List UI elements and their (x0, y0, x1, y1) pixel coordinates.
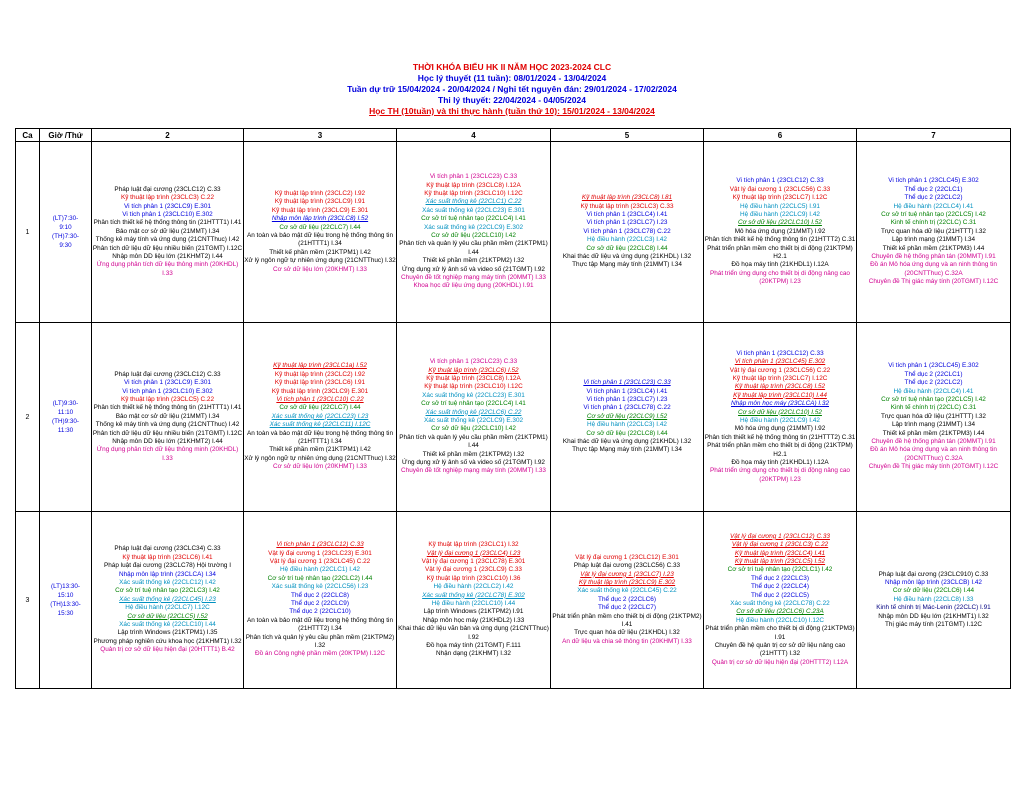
class-entry: Quản trị cơ sở dữ liệu hiện đại (20HTTT2) I.12A (711, 658, 849, 666)
class-entry: Cơ sở trí tuệ nhân tạo (22CLC1) I.42 (727, 566, 833, 574)
class-entry: Vi tích phân 1 (23CLC45) E.302 (888, 177, 979, 185)
class-entry: Khai thác dữ liệu và ứng dụng (21KHDL) I.32 (562, 253, 692, 261)
class-entry: Đồ án Mô hóa ứng dụng và an ninh thông tin (20CNTThuc) C.32A (870, 446, 997, 462)
class-entry: Thể dục 2 (22CLC9) (291, 600, 349, 607)
time-line: (TH)9:30- (52, 418, 79, 425)
class-entry: Xác suất thống kê (22CLC45) C.22 (577, 587, 677, 595)
class-entry: Trực quan hóa dữ liệu (21KHDL) I.32 (574, 629, 680, 637)
class-entry: Thể dục 2 (22CLC3) (751, 574, 809, 582)
class-entry: Kỹ thuật lập trình (23CLC4) I.41 (734, 549, 826, 557)
time-line: 9:30 (59, 242, 72, 249)
timetable-row (16, 323, 1011, 512)
schedule-cell (244, 512, 397, 689)
class-entry: Thiết kế phần mềm (21KTPM1) I.42 (269, 248, 371, 256)
class-entry: Chuyên đề hệ thống phân tán (20MMT) I.91 (871, 438, 996, 446)
time-line: (LT)7:30- (52, 215, 79, 222)
class-entry: Lập trình mạng (21MMT) I.34 (891, 236, 976, 244)
class-entry: Đồ họa máy tính (21TGMT) F.111 (426, 642, 521, 650)
class-entry: Cơ sở trí tuệ nhân tạo (22CLC5) I.42 (881, 395, 986, 403)
class-entry: Cơ sở dữ liệu (22CLC7) I.44 (279, 223, 361, 231)
class-entry: Vi tích phân 1 (23CLC10) E.302 (122, 210, 213, 218)
class-entry: Phát triển phần mềm cho thiết bị di động (21KTPM) H2.1 (707, 442, 853, 458)
class-entry: Phát triển phần mềm cho thiết bị di động (21KTPM3) I.91 (705, 625, 855, 641)
class-entry: Kỹ thuật lập trình (23CLC3) C.22 (120, 194, 215, 202)
class-entry: Phân tích thiết kế hệ thống thông tin (21HTTT1) I.41 (93, 219, 242, 227)
time-cell (40, 142, 92, 323)
class-entry: Hệ điều hành (22CLC8) I.33 (893, 595, 974, 603)
class-entry: Pháp luật đại cương (23CLC56) C.33 (573, 562, 681, 570)
class-entry: Phân tích thiết kế hệ thống thông tin (21HTTT2) C.31 (704, 433, 856, 441)
schedule-cell (244, 142, 397, 323)
class-entry: Cơ sở dữ liệu (22CLC8) I.44 (586, 429, 668, 437)
class-entry: Nhập môn DD liệu lớn (21KHMT1) I.32 (878, 612, 989, 620)
class-entry: Kỹ thuật lập trình (23CLC10) I.44 (733, 391, 827, 399)
class-entry: Kỹ thuật lập trình (23CLC6) I.41 (122, 553, 213, 561)
class-entry: Kỹ thuật lập trình (23CLC9) E.302 (578, 578, 676, 586)
class-entry: Hệ điều hành (22CLC4) I.41 (893, 202, 974, 210)
timetable-row (16, 142, 1011, 323)
class-entry: Kỹ thuật lập trình (23CLC6) I.52 (428, 366, 519, 374)
class-entry: Chuyên đề hệ thống phân tán (20MMT) I.91 (871, 253, 996, 261)
header-line-reserve: Tuần dự trữ 15/04/2024 - 20/04/2024 / Nghỉ tết nguyên đán: 29/01/2024 - 17/02/2024 (347, 84, 677, 94)
class-entry: Vật lý đại cương 1 (23CLC45) C.22 (269, 557, 371, 565)
class-entry: Pháp luật đại cương (23CLC12) C.33 (114, 370, 221, 378)
class-entry: Kỹ thuật lập trình (23CLC9) E.301 (271, 387, 369, 395)
class-entry: Thể dục 2 (22CLC2) (904, 194, 963, 202)
class-entry: Kỹ thuật lập trình (23CLC2) I.92 (274, 370, 366, 378)
class-entry: Vi tích phân 1 (23CLC23) C.33 (429, 173, 518, 181)
ca-cell: 1 (16, 142, 40, 323)
schedule-cell (92, 142, 244, 323)
class-entry: Thị giác máy tính (21TGMT) I.12C (885, 621, 982, 629)
schedule-header (0, 62, 1024, 117)
class-entry: Vi tích phân 1 (23CLC9) E.301 (124, 202, 211, 210)
ca-cell: 3 (16, 512, 40, 689)
class-entry: Vật lý đại cương 1 (23CLC12) C.33 (730, 532, 830, 540)
class-entry: Ứng dụng xử lý ảnh số và video số (21TGMT) I.92 (402, 459, 545, 467)
class-entry: Kỹ thuật lập trình (23CLC2) I.92 (274, 189, 366, 197)
class-entry: Ứng dụng phân tích dữ liệu thông minh (20KHDL) I.33 (96, 446, 239, 462)
class-entry: Kỹ thuật lập trình (23CLC7) I.12C (732, 374, 828, 382)
class-entry: Cơ sở dữ liệu (22CLC8) I.44 (586, 244, 668, 252)
class-entry: Đồ họa máy tính (21KHDL1) I.12A (731, 261, 829, 269)
class-entry: Vi tích phân 1 (23CLC45) E.302 (888, 362, 979, 370)
class-entry: Kỹ thuật lập trình (23CLC10) I.12C (424, 189, 523, 197)
class-entry: Cơ sở trí tuệ nhân tạo (22CLC4) I.41 (421, 400, 526, 408)
schedule-cell (551, 323, 704, 512)
class-entry: Thể dục 2 (22CLC7) (598, 604, 656, 612)
class-entry: Chuyên đề tốt nghiệp mạng máy tính (20MMT) I.33 (401, 467, 546, 475)
class-entry: Kinh tế chính trị (22CLC) C.31 (890, 404, 977, 412)
class-entry: Cơ sở dữ liệu lớn (20KHMT) I.33 (273, 265, 367, 273)
class-entry: Thể dục 2 (22CLC1) (904, 370, 963, 378)
class-entry: Pháp luật đại cương (23CLC12) C.33 (114, 185, 221, 193)
class-entry: Phát triển ứng dụng cho thiết bị di động nâng cao (20KTPM) I.23 (709, 269, 850, 286)
class-entry: Cơ sở dữ liệu (22CLC10) I.52 (738, 219, 822, 227)
class-entry: Lập trình mạng (21MMT) I.34 (891, 421, 976, 429)
class-entry: Thiết kế phần mềm (21KTPM3) I.44 (882, 429, 985, 437)
class-entry: Vật lý đại cương 1 (23CLC12) E.301 (575, 553, 679, 561)
class-entry: Kỹ thuật lập trình (23CLC7) I.12C (732, 194, 828, 202)
col-header-thu5: 5 (551, 129, 704, 142)
class-entry: Xác suất thống kê (22CLC23) E.301 (422, 206, 525, 214)
schedule-cell (397, 512, 551, 689)
class-entry: Nhập môn lập trình (23CLCA) I.34 (119, 570, 216, 578)
timetable-row (16, 512, 1011, 689)
class-entry: Thể dục 2 (22CLC6) (598, 595, 656, 603)
class-entry: Vật lý đại cương 1 (23CLC4) I.23 (426, 549, 521, 557)
class-entry: Kỹ thuật lập trình (23CLC1a) I.52 (273, 362, 367, 370)
class-entry: Vật lý đại cương 1 (23CLC9) C.33 (425, 566, 522, 574)
class-entry: Thiết kế phần mềm (21KTPM3) I.44 (882, 244, 985, 252)
class-entry: Xác suất thống kê (22CLC78) C.22 (730, 600, 830, 607)
class-entry: Chuyên đề Thị giác máy tính (20TGMT) I.12C (868, 463, 999, 471)
class-entry: Vi tích phân 1 (23CLC7) I.23 (586, 395, 668, 403)
class-entry: Khoa học dữ liệu ứng dụng (20KHDL) I.91 (413, 282, 534, 290)
schedule-cell (92, 512, 244, 689)
class-entry: Kỹ thuật lập trình (23CLC6) I.91 (274, 379, 366, 387)
class-entry: Nhập môn lập trình (23CLCB) I.42 (885, 578, 982, 586)
schedule-cell (551, 142, 704, 323)
class-entry: Thống kê máy tính và ứng dụng (21CNTThuc) I.42 (95, 236, 240, 244)
schedule-cell (857, 142, 1011, 323)
class-entry: Xác suất thống kê (22CLC1) C.22 (425, 198, 522, 206)
class-entry: Kỹ thuật lập trình (23CLC9) E.301 (271, 206, 369, 214)
schedule-cell (551, 512, 704, 689)
class-entry: Đồ án Công nghệ phần mềm (20KTPM) I.12C (254, 650, 385, 658)
header-line-practice: Học TH (10tuần) và thi thực hành (tuần thứ 10): 15/01/2024 - 13/04/2024 (369, 106, 655, 116)
class-entry: Vi tích phân 1 (23CLC12) C.33 (736, 349, 824, 357)
schedule-cell (244, 323, 397, 512)
time-line: (TH)7:30- (52, 233, 79, 240)
class-entry: Xác suất thống kê (22CLC56) I.23 (271, 583, 369, 591)
class-entry: Trực quan hóa dữ liệu (21HTTT) I.32 (881, 412, 986, 420)
class-entry: Chuyên đề Thị giác máy tính (20TGMT) I.12C (868, 278, 999, 286)
class-entry: Cơ sở trí tuệ nhân tạo (22CLC5) I.42 (881, 210, 986, 218)
class-entry: Hệ điều hành (22CLC3) I.42 (587, 421, 667, 429)
class-entry: Mô hóa ứng dụng (21MMT) I.92 (734, 425, 826, 433)
class-entry: Khai thác dữ liệu và ứng dụng (21KHDL) I.32 (562, 438, 692, 446)
class-entry: Phân tích thiết kế hệ thống thông tin (21HTTT1) I.41 (93, 404, 242, 412)
class-entry: Cơ sở dữ liệu (22CLC5) I.52 (127, 612, 208, 620)
class-entry: Phương pháp nghiên cứu khoa học (21KHMT1) I.32 (93, 637, 242, 645)
class-entry: Quản trị cơ sở dữ liệu hiện đại (20HTTT1) B.42 (100, 646, 235, 654)
class-entry: Kinh tế chính trị Mác-Lenin (22CLC) I.91 (876, 604, 991, 612)
class-entry: Thực tập Mạng máy tính (21MMT) I.34 (572, 261, 682, 269)
class-entry: Nhập môn DD liệu lớn (21KHMT2) I.44 (112, 438, 223, 446)
class-entry: Kinh tế chính trị (22CLC) C.31 (890, 219, 977, 227)
time-line: (LT)9:30- (52, 400, 79, 407)
class-entry: Nhập môn học máy (21KHDL2) I.33 (422, 616, 525, 624)
class-entry: Xác suất thống kê (22CLC78) E.302 (422, 591, 525, 599)
class-entry: Vi tích phân 1 (23CLC9) E.301 (124, 379, 211, 387)
class-entry: Trực quan hóa dữ liệu (21HTTT) I.32 (881, 227, 986, 235)
class-entry: Lập trình Windows (21KTPM2) I.91 (423, 608, 524, 616)
class-entry: Bảo mật cơ sở dữ liệu (21MMT) I.34 (115, 227, 220, 235)
class-entry: Nhập môn DD liệu lớn (21KHMT2) I.44 (112, 253, 223, 261)
class-entry: Kỹ thuật lập trình (23CLC8) I.12A (426, 374, 521, 382)
class-entry: Cơ sở trí tuệ nhân tạo (22CLC3) I.42 (115, 587, 220, 595)
class-entry: Vi tích phân 1 (23CLC23) C.33 (583, 379, 671, 387)
class-entry: Xử lý ngôn ngữ tự nhiên ứng dụng (21CNTThuc) I.32 (244, 257, 396, 265)
class-entry: Vi tích phân 1 (23CLC78) C.22 (583, 227, 671, 235)
class-entry: Hệ điều hành (22CLC3) I.42 (587, 236, 667, 244)
class-entry: Nhập môn lập trình (23CLC8) I.52 (271, 215, 369, 223)
col-header-gio: Giờ /Thứ (40, 129, 92, 142)
class-entry: Phân tích và quản lý yêu cầu phần mềm (21KTPM2) I.32 (245, 633, 395, 650)
time-line: (TH)13:30- (50, 601, 81, 608)
timetable-header-row (16, 129, 1011, 142)
class-entry: Ứng dụng phân tích dữ liệu thông minh (20KHDL) I.33 (96, 261, 239, 277)
class-entry: Thiết kế phần mềm (21KTPM2) I.32 (422, 450, 525, 458)
class-entry: Xác suất thống kê (22CLC9) E.302 (423, 223, 524, 231)
class-entry: Vật lý đại cương 1 (23CLC7) I.23 (580, 570, 674, 578)
time-line: 9:10 (59, 224, 72, 231)
class-entry: Xác suất thống kê (22CLC23) E.301 (422, 391, 525, 399)
class-entry: Vi tích phân 1 (23CLC10) C.22 (276, 395, 364, 403)
class-entry: Cơ sở dữ liệu (22CLC10) I.52 (738, 408, 822, 416)
schedule-cell (92, 323, 244, 512)
class-entry: Cơ sở dữ liệu lớn (20KHMT) I.33 (273, 463, 367, 471)
class-entry: Ứng dụng xử lý ảnh số và video số (21TGMT) I.92 (402, 265, 545, 273)
class-entry: Nhập môn học máy (23CLCA) I.32 (730, 400, 830, 408)
class-entry: Phát triển phần mềm cho thiết bị di động (21KTPM2) I.41 (552, 612, 702, 629)
class-entry: Xác suất thống kê (22CLC23) I.23 (271, 412, 369, 420)
class-entry: Phân tích dữ liệu dữ liệu nhiều biến (21TGMT) I.12C (92, 429, 243, 437)
class-entry: Thống kê máy tính và ứng dụng (21CNTThuc) I.42 (95, 421, 240, 429)
class-entry: Khai thác dữ liệu văn bản và ứng dụng (21CNTThuc) I.92 (398, 625, 549, 641)
ca-cell: 2 (16, 323, 40, 512)
class-entry: Chuyên đề hệ quản trị cơ sở dữ liệu nâng cao (21HTTT) I.32 (714, 642, 846, 658)
class-entry: Kỹ thuật lập trình (23CLC8) I.52 (734, 383, 826, 391)
class-entry: Kỹ thuật lập trình (23CLC5) I.52 (734, 557, 826, 565)
time-line: (LT)13:30- (51, 583, 80, 590)
schedule-cell (397, 142, 551, 323)
class-entry: Xác suất thống kê (22CLC11) I.12C (269, 421, 371, 429)
class-entry: Cơ sở trí tuệ nhân tạo (22CLC4) I.41 (421, 215, 526, 223)
time-line: 11:10 (57, 409, 74, 416)
timetable (15, 128, 1011, 689)
class-entry: Phát triển phần mềm cho thiết bị di động (21KTPM) H2.1 (707, 244, 853, 261)
class-entry: Nhận dạng (21KHMT) I.32 (436, 650, 511, 658)
class-entry: Hệ điều hành (22CLC10) I.44 (431, 600, 516, 607)
class-entry: Phát triển ứng dụng cho thiết bị di động nâng cao (20KTPM) I.23 (709, 467, 850, 483)
class-entry: Vi tích phân 1 (23CLC12) C.33 (736, 177, 824, 185)
class-entry: Vi tích phân 1 (23CLC12) C.33 (276, 541, 364, 549)
class-entry: Thể dục 2 (22CLC1) (904, 185, 963, 193)
class-entry: Thiết kế phần mềm (21KTPM1) I.42 (269, 446, 371, 454)
schedule-cell (704, 512, 857, 689)
class-entry: Thực tập Mạng máy tính (21MMT) I.34 (572, 446, 682, 454)
class-entry: Vi tích phân 1 (23CLC10) E.302 (122, 387, 213, 395)
class-entry: Đồ án Mô hóa ứng dụng và an ninh thông tin (20CNTThuc) C.32A (870, 261, 997, 277)
class-entry: Pháp luật đại cương (23CLC78) Hội trường I (103, 562, 232, 570)
class-entry: An toàn và bảo mật dữ liệu trong hệ thống thông tin (21HTTT2) I.34 (246, 616, 394, 633)
class-entry: Bảo mật cơ sở dữ liệu (21MMT) I.34 (115, 412, 220, 420)
schedule-cell (857, 512, 1011, 689)
class-entry: Pháp luật đại cương (23CLC34) C.33 (114, 545, 221, 553)
class-entry: Vi tích phân 1 (23CLC4) I.41 (586, 210, 668, 218)
class-entry: Thể dục 2 (22CLC5) (751, 591, 809, 599)
class-entry: Đồ họa máy tính (21KHDL1) I.12A (731, 459, 829, 467)
class-entry: Thể dục 2 (22CLC10) (289, 608, 351, 616)
class-entry: Hệ điều hành (22CLC4) I.41 (893, 387, 974, 395)
class-entry: Phân tích và quản lý yêu cầu phần mềm (21KTPM1) I.44 (399, 433, 548, 450)
schedule-cell (704, 142, 857, 323)
class-entry: Hệ điều hành (22CLC1) I.42 (280, 566, 360, 574)
class-entry: Kỹ thuật lập trình (23CLC5) C.22 (120, 395, 215, 403)
class-entry: Chuyên đề tốt nghiệp mạng máy tính (20MMT) I.33 (401, 274, 546, 282)
class-entry: Vi tích phân 1 (23CLC4) I.41 (586, 387, 668, 395)
class-entry: Cơ sở dữ liệu (22CLC6) I.44 (892, 587, 975, 595)
time-line: 11:30 (57, 427, 74, 434)
time-cell (40, 512, 92, 689)
class-entry: Hệ điều hành (22CLC10) I.12C (735, 616, 825, 624)
class-entry: Kỹ thuật lập trình (23CLC10) I.12C (424, 383, 523, 391)
class-entry: Kỹ thuật lập trình (23CLC1) I.32 (428, 541, 519, 549)
col-header-thu7: 7 (857, 129, 1011, 142)
class-entry: Vi tích phân 1 (23CLC45) E.302 (734, 358, 826, 366)
header-line-exam: Thi lý thuyết: 22/04/2024 - 04/05/2024 (438, 95, 586, 105)
class-entry: Vật lý đại cương 1 (23CLC78) E.301 (421, 557, 526, 565)
class-entry: Thể dục 2 (22CLC8) (291, 591, 349, 599)
class-entry: Cơ sở dữ liệu (22CLC6) C.23A (736, 608, 824, 616)
class-entry: Xác suất thống kê (22CLC9) E.302 (423, 417, 524, 424)
header-line-theory: Học lý thuyết (11 tuần): 08/01/2024 - 13/04/2024 (417, 73, 607, 83)
class-entry: Phân tích thiết kế hệ thống thông tin (21HTTT2) C.31 (704, 236, 856, 244)
class-entry: An dữ liệu và chia sẻ thông tin (20KHMT) I.33 (562, 637, 692, 645)
class-entry: Thể dục 2 (22CLC2) (904, 379, 963, 387)
class-entry: Vi tích phân 1 (23CLC7) I.23 (586, 219, 668, 227)
class-entry: Kỹ thuật lập trình (23CLC8) I.12A (426, 181, 521, 189)
class-entry: Vật lý đại cương 1 (23CLC3) C.22 (731, 541, 829, 549)
class-entry: Xác suất thống kê (22CLC10) I.44 (119, 621, 216, 629)
class-entry: Xác suất thống kê (22CLC12) I.42 (119, 578, 216, 586)
time-line: 15:30 (57, 610, 74, 617)
time-line: 15:10 (57, 592, 74, 599)
class-entry: Hệ điều hành (22CLC5) I.91 (740, 202, 820, 210)
class-entry: Mô hóa ứng dụng (21MMT) I.92 (734, 227, 826, 235)
class-entry: An toàn và bảo mật dữ liệu trong hệ thống thông tin (21HTTT1) I.34 (246, 232, 394, 248)
class-entry: Cơ sở dữ liệu (22CLC7) I.44 (279, 404, 361, 412)
class-entry: Vật lý đại cương 1 (23CLC56) C.33 (729, 185, 831, 193)
class-entry: Phân tích và quản lý yêu cầu phần mềm (21KTPM1) I.44 (399, 240, 548, 256)
col-header-thu2: 2 (92, 129, 244, 142)
col-header-thu3: 3 (244, 129, 397, 142)
class-entry: Phân tích dữ liệu dữ liệu nhiều biến (21TGMT) I.12C (92, 244, 243, 252)
col-header-thu4: 4 (397, 129, 551, 142)
col-header-ca: Ca (16, 129, 40, 142)
class-entry: Hệ điều hành (22CLC9) I.42 (740, 417, 820, 424)
schedule-title: THỜI KHÓA BIỂU HK II NĂM HỌC 2023-2024 CLC (412, 62, 612, 72)
schedule-cell (704, 323, 857, 512)
class-entry: Kỹ thuật lập trình (23CLC10) I.36 (426, 574, 521, 582)
class-entry: Thiết kế phần mềm (21KTPM2) I.32 (422, 257, 525, 265)
class-entry: Cơ sở dữ liệu (22CLC10) I.42 (431, 425, 516, 433)
class-entry: Pháp luật đại cương (23CLC910) C.33 (878, 570, 989, 578)
class-entry: Kỹ thuật lập trình (23CLC8) I.81 (581, 194, 673, 202)
class-entry: Cơ sở dữ liệu (22CLC9) I.52 (586, 412, 668, 420)
schedule-cell (857, 323, 1011, 512)
class-entry: Cơ sở dữ liệu (22CLC10) I.42 (431, 232, 516, 239)
class-entry: Kỹ thuật lập trình (23CLC3) C.33 (580, 202, 674, 210)
class-entry: Cơ sở trí tuệ nhân tạo (22CLC2) I.44 (267, 574, 373, 582)
class-entry: Vi tích phân 1 (23CLC23) C.33 (429, 358, 518, 366)
col-header-thu6: 6 (704, 129, 857, 142)
schedule-cell (397, 323, 551, 512)
class-entry: Xác suất thống kê (22CLC6) C.22 (425, 408, 522, 416)
class-entry: Xử lý ngôn ngữ tự nhiên ứng dụng (21CNTThuc) I.32 (244, 454, 396, 462)
class-entry: Lập trình Windows (21KTPM1) I.35 (117, 629, 218, 637)
time-cell (40, 323, 92, 512)
class-entry: Thể dục 2 (22CLC4) (751, 583, 809, 591)
class-entry: An toàn và bảo mật dữ liệu trong hệ thống thông tin (21HTTT1) I.34 (246, 429, 394, 446)
class-entry: Hệ điều hành (22CLC7) I.12C (125, 604, 210, 612)
class-entry: Vi tích phân 1 (23CLC78) C.22 (583, 404, 671, 412)
class-entry: Hệ điều hành (22CLC9) I.42 (740, 210, 820, 218)
class-entry: Kỹ thuật lập trình (23CLC9) I.91 (274, 198, 366, 206)
class-entry: Vật lý đại cương 1 (23CLC56) C.22 (729, 366, 831, 374)
class-entry: Hệ điều hành (22CLC2) I.42 (433, 583, 514, 591)
class-entry: Vật lý đại cương 1 (23CLC23) E.301 (268, 549, 372, 557)
class-entry: Xác suất thống kê (22CLC45) I.23 (119, 595, 216, 603)
